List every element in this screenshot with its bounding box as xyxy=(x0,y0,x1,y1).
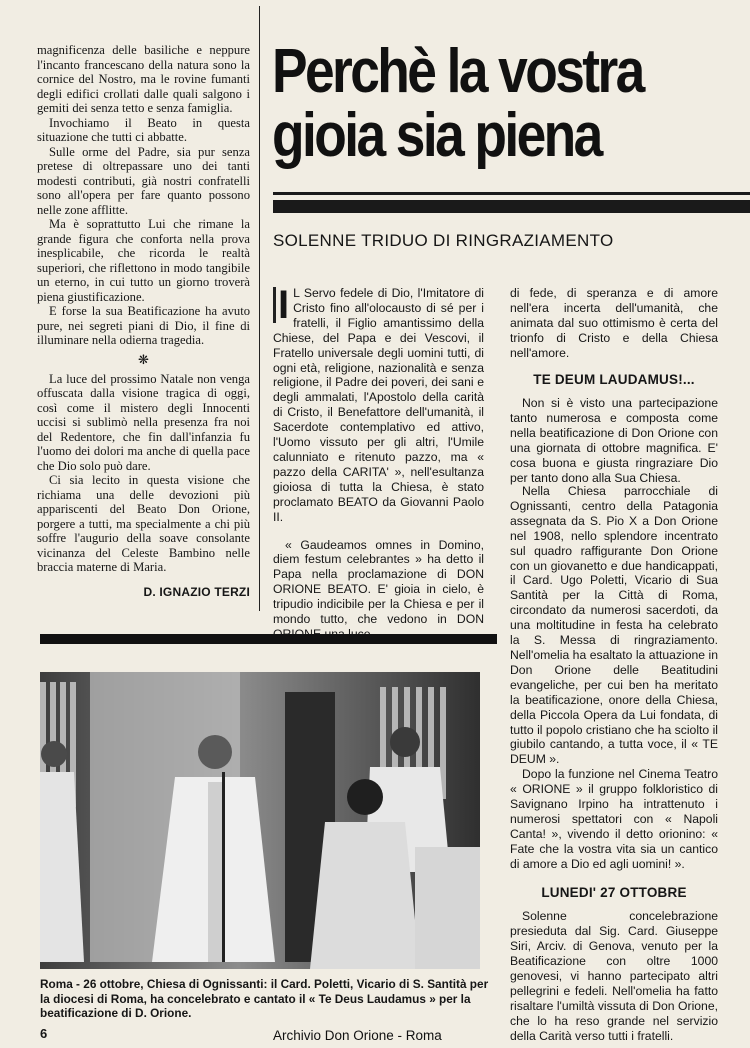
headline-line-2: gioia sia piena xyxy=(272,101,601,170)
author-signature: D. IGNAZIO TERZI xyxy=(143,584,250,599)
photo-top-rule xyxy=(40,634,497,644)
te-deum-heading: TE DEUM LAUDAMUS!... xyxy=(533,371,695,387)
page-number: 6 xyxy=(40,1026,48,1041)
right-column-lower xyxy=(510,484,718,1044)
ceremony-photo xyxy=(40,672,480,969)
left-column-text xyxy=(37,43,250,599)
column-divider xyxy=(259,6,260,611)
right-paragraph: Dopo la funzione nel Cinema Teatro « ORIONE » il gruppo folkloristico di Savignano Irpino ha intrattenuto i numerosi spettatori con « Napoli Canta! », vivendo il detto orionino: « Fate che la vostra vita sia un cantico di amore a Dio ed agli uomini! ». xyxy=(510,767,718,871)
photo-caption: Roma - 26 ottobre, Chiesa di Ognissanti: il Card. Poletti, Vicario di S. Santità per la diocesi di Roma, ha concelebrato e cantato il « Te Deus Laudamus » per la beatificazione di D. Orione. xyxy=(40,977,489,1020)
article-headline xyxy=(272,37,676,170)
drop-cap: I xyxy=(273,287,289,323)
archive-footer: Archivio Don Orione - Roma xyxy=(273,1028,442,1043)
middle-paragraph: « Gaudeamos omnes in Domino, diem festum celebrantes » ha detto il Papa nella proclamazione di DON ORIONE BEATO. E' gioia in cielo, è tripudio indicibile per la Chiesa e per il mondo tutto, che vedono in DON xyxy=(273,537,484,627)
middle-column-text xyxy=(273,283,484,642)
left-paragraph: Ma è soprattutto Lui che rimane la grande figura che conforta nella prova inesplicabile, che ricorda le realtà superiori, che riflettono in modo tangibile un eterno, in cui tutto un giorno troverà piena giustificazione. xyxy=(37,217,250,304)
right-paragraph: Solenne concelebrazione presieduta dal Sig. Card. Giuseppe Siri, Arciv. di Genova, venuto per la Beatificazione con oltre 1000 genovesi, vi hanno partecipato altri pellegrini e fedeli. Nell'omelia ha fatto risaltare l'umiltà vissuta di Don Orione, che lo ha reso grande nel servizio della Carità verso tutti i fratelli. xyxy=(510,909,718,1043)
left-paragraph: magnificenza delle basiliche e neppure l'incanto francescano della natura sono la cornice del Nostro, ma le rovine fumanti degli edifici crollati dalle quali salgono i gemiti dei senza tetto e senza famiglia. xyxy=(37,43,250,115)
continuation-paragraph: di fede, di speranza e di amore nell'era incerta dell'umanità, che animata dal suo ottimismo è certa del trionfo di Cristo e della Chiesa nell'amore. xyxy=(510,286,718,360)
opening-paragraph xyxy=(273,283,484,525)
headline-rule-thin xyxy=(273,192,750,195)
headline-rule-thick xyxy=(273,200,750,213)
left-paragraph: La luce del prossimo Natale non venga offuscata dalla visione tragica di oggi, così come il mistero degli Innocenti uccisi si sublimò nella presenza fra noi del Redentore, che fin dall'infanzia fu l'uomo dei dolori ma anche di quella pace che Dio solo può dare. xyxy=(37,371,250,473)
left-paragraph: E forse la sua Beatificazione ha avuto pure, nei segreti piani di Dio, il fine di illuminare nella odierna tragedia. xyxy=(37,304,250,347)
date-heading: LUNEDI' 27 OTTOBRE xyxy=(541,884,687,900)
section-separator: ❋ xyxy=(138,351,149,367)
headline-line-1: Perchè la vostra xyxy=(272,37,643,106)
ceremony-photo-graphic xyxy=(40,672,480,969)
right-paragraph: Nella Chiesa parrocchiale di Ognissanti, centro della Patagonia assegnata da S. Pio X a Don Orione nel 1908, nello splendore incentrato sul quadro raffigurante Don Orione con un giovanetto e due handicappati, il Card. Ugo Poletti, Vicario di Sua Santità per la Città di Roma, circondato da numerosi sacerdoti, da una moltitudine in festa ha celebrato la S. Messa di ringraziamento. Nell'omelia ha esaltato la attuazione in Don Orione delle Beatitudini evangeliche, per cui ben ha meritato la beatificazione, onore della Chiesa, della Piccola Opera da Lui fondata, di tutto il popolo cristiano che ha sciolto il giubilo cantando, a tutta voce, il « TE DEUM ». xyxy=(510,484,718,767)
right-column-upper xyxy=(510,286,718,486)
left-paragraph: Ci sia lecito in questa visione che richiama una delle devozioni più appariscenti del Beato Don Orione, porgere a tutti, ma specialmente a chi più soffre l'augurio della soave consolante vicinanza del Celeste Bambino nelle braccia materne di Maria. xyxy=(37,473,250,574)
left-paragraph: Invochiamo il Beato in questa situazione che tutti ci abbatte. xyxy=(37,115,250,144)
opening-paragraph-text: L Servo fedele di Dio, l'Imitatore di Cristo fino all'olocausto di sé per i fratelli, il Figlio amantissimo della Chiese, del Papa e dei Vescovi, il Fratello universale degli uomini tutti, di ogni età, religione, nazionalità e senza religione, il Padre dei poveri, dei sani e degli ammalati, l'Apostolo della carità di Cristo, il Benefattore dell'umanità, il Sacerdote contemplativo ed attivo, l'Uomo vissuto per gli altri, l'Umile calunniato e ritenuto pazzo, ma « pazzo della CARITA' », nell'esultanza gioiosa di tutta la Chiesa, è stato proclamato BEATO da Giovanni Paolo II. xyxy=(273,286,484,524)
right-paragraph: Non si è visto una partecipazione tanto numerosa e composta come nella beatificazione di Don Orione con una giornata di ottobre magnifica. E' cosa buona e giusta ringraziare Dio per tanto dono alla Sua Chiesa. xyxy=(510,396,718,485)
left-paragraph: Sulle orme del Padre, sia pur senza pretese di oltrepassare uno dei tanti modesti contributi, già nostri confratelli sono all'opera per fare quanto possono nelle zone afflitte. xyxy=(37,144,250,217)
article-subtitle: SOLENNE TRIDUO DI RINGRAZIAMENTO xyxy=(273,231,614,250)
